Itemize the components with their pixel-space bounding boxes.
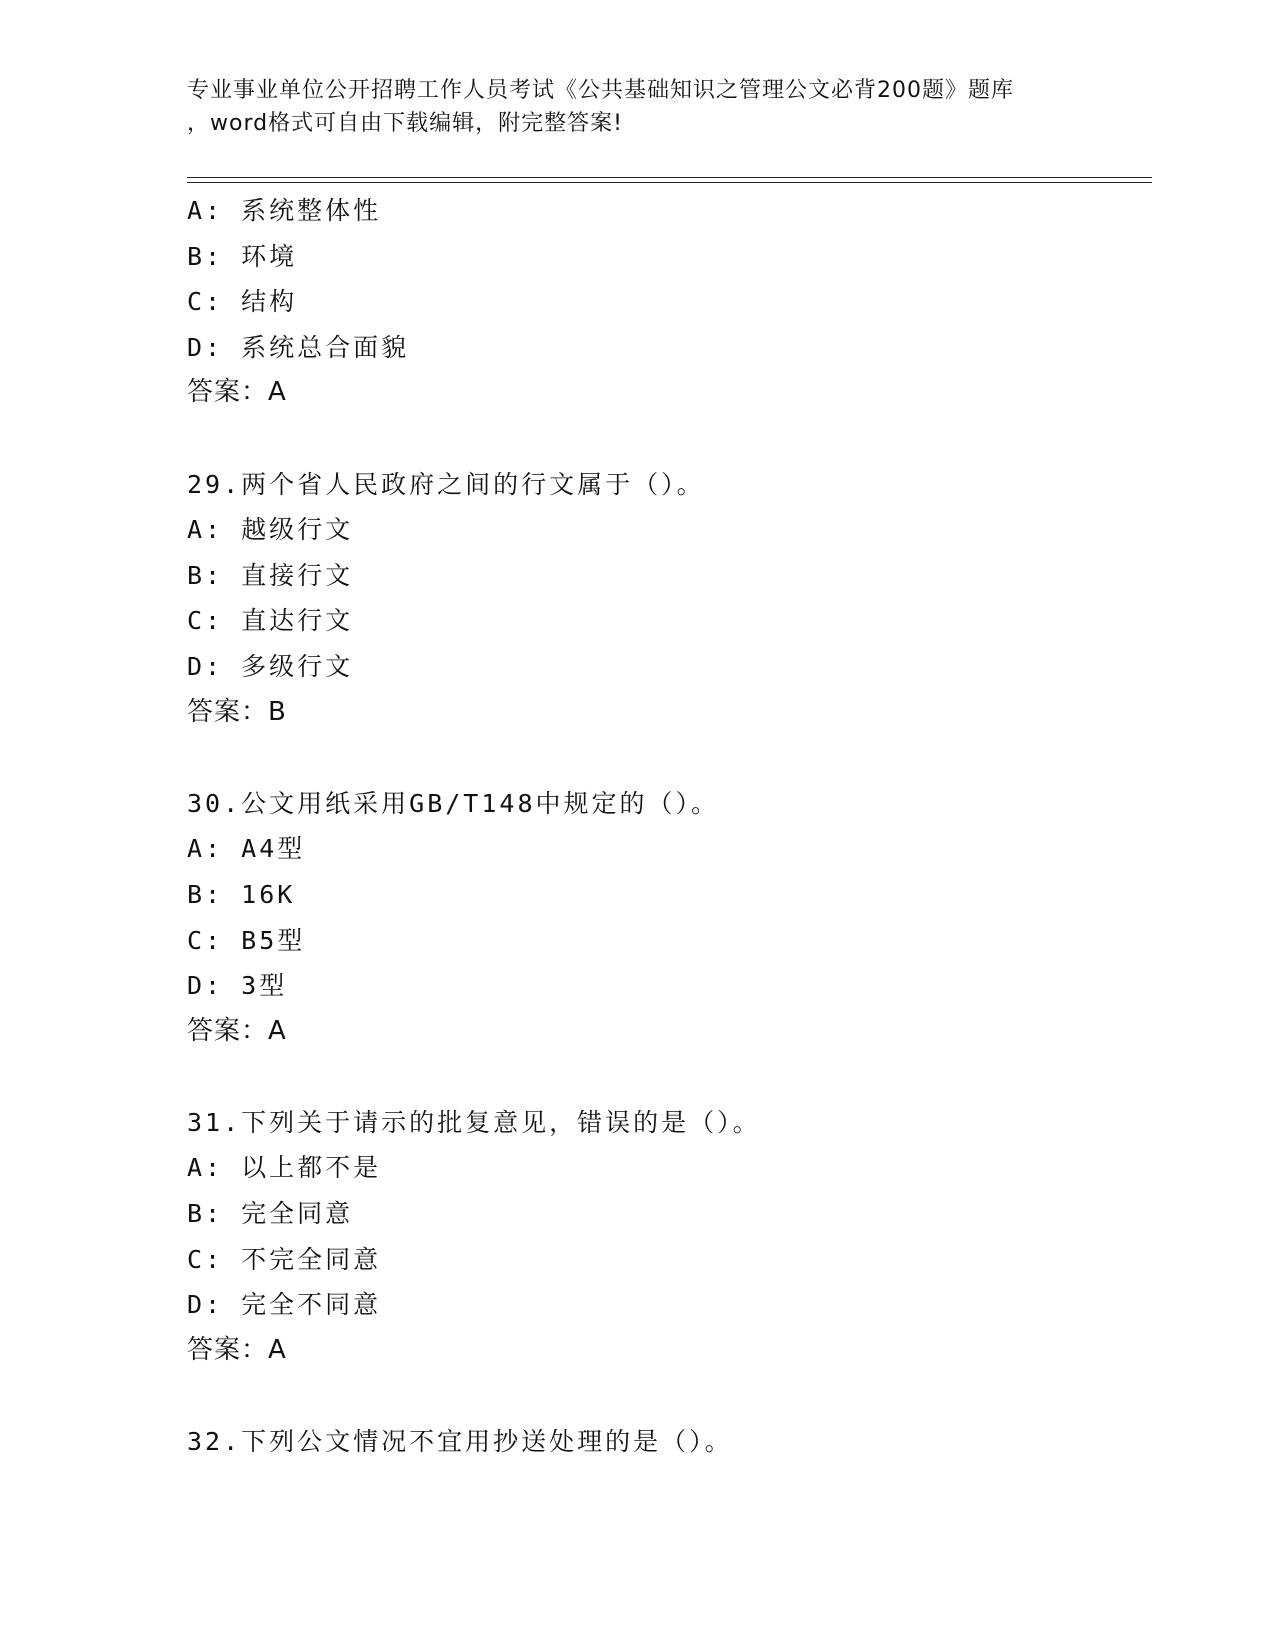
header-title-line-1: 专业事业单位公开招聘工作人员考试《公共基础知识之管理公文必背200题》题库 — [187, 78, 1014, 103]
option-d: D: 多级行文 — [187, 651, 354, 681]
option-c: C: B5型 — [187, 925, 306, 955]
option-b: B: 环境 — [187, 241, 298, 271]
option-b: B: 直接行文 — [187, 560, 354, 590]
header-divider-top — [187, 177, 1152, 178]
option-a: A: A4型 — [187, 834, 306, 864]
document-header — [187, 74, 1087, 140]
option-a: A: 系统整体性 — [187, 196, 382, 225]
option-c: C: 不完全同意 — [187, 1244, 382, 1274]
option-a: A: 越级行文 — [187, 515, 354, 545]
option-b: B: 16K — [187, 879, 296, 909]
question-block-30 — [187, 781, 1152, 1055]
option-d: D: 系统总合面貌 — [187, 332, 410, 362]
option-d: D: 3型 — [187, 971, 288, 1001]
spacer — [187, 416, 1152, 462]
spacer — [187, 1373, 1152, 1419]
header-divider-bottom — [187, 182, 1152, 183]
option-c: C: 结构 — [187, 287, 298, 317]
question-list — [187, 188, 1152, 1465]
option-a: A: 以上都不是 — [187, 1153, 382, 1183]
answer-label: 答案：B — [187, 696, 287, 727]
question-stem: 29.两个省人民政府之间的行文属于（）。 — [187, 469, 705, 499]
answer-label: 答案：A — [187, 1334, 287, 1365]
question-stem: 32.下列公文情况不宜用抄送处理的是（）。 — [187, 1427, 733, 1457]
question-block-32 — [187, 1419, 1152, 1465]
question-stem: 31.下列关于请示的批复意见，错误的是（）。 — [187, 1107, 761, 1137]
option-d: D: 完全不同意 — [187, 1290, 382, 1320]
answer-label: 答案：A — [187, 1015, 287, 1046]
header-title-line-2: ，word格式可自由下载编辑，附完整答案! — [187, 111, 623, 136]
question-stem: 30.公文用纸采用GB/T148中规定的（）。 — [187, 788, 720, 818]
question-block-29 — [187, 462, 1152, 736]
option-b: B: 完全同意 — [187, 1199, 354, 1229]
answer-label: 答案：A — [187, 377, 287, 408]
spacer — [187, 1054, 1152, 1100]
spacer — [187, 735, 1152, 781]
option-c: C: 直达行文 — [187, 606, 354, 636]
question-block-31 — [187, 1100, 1152, 1374]
question-block-prev — [187, 188, 1152, 416]
